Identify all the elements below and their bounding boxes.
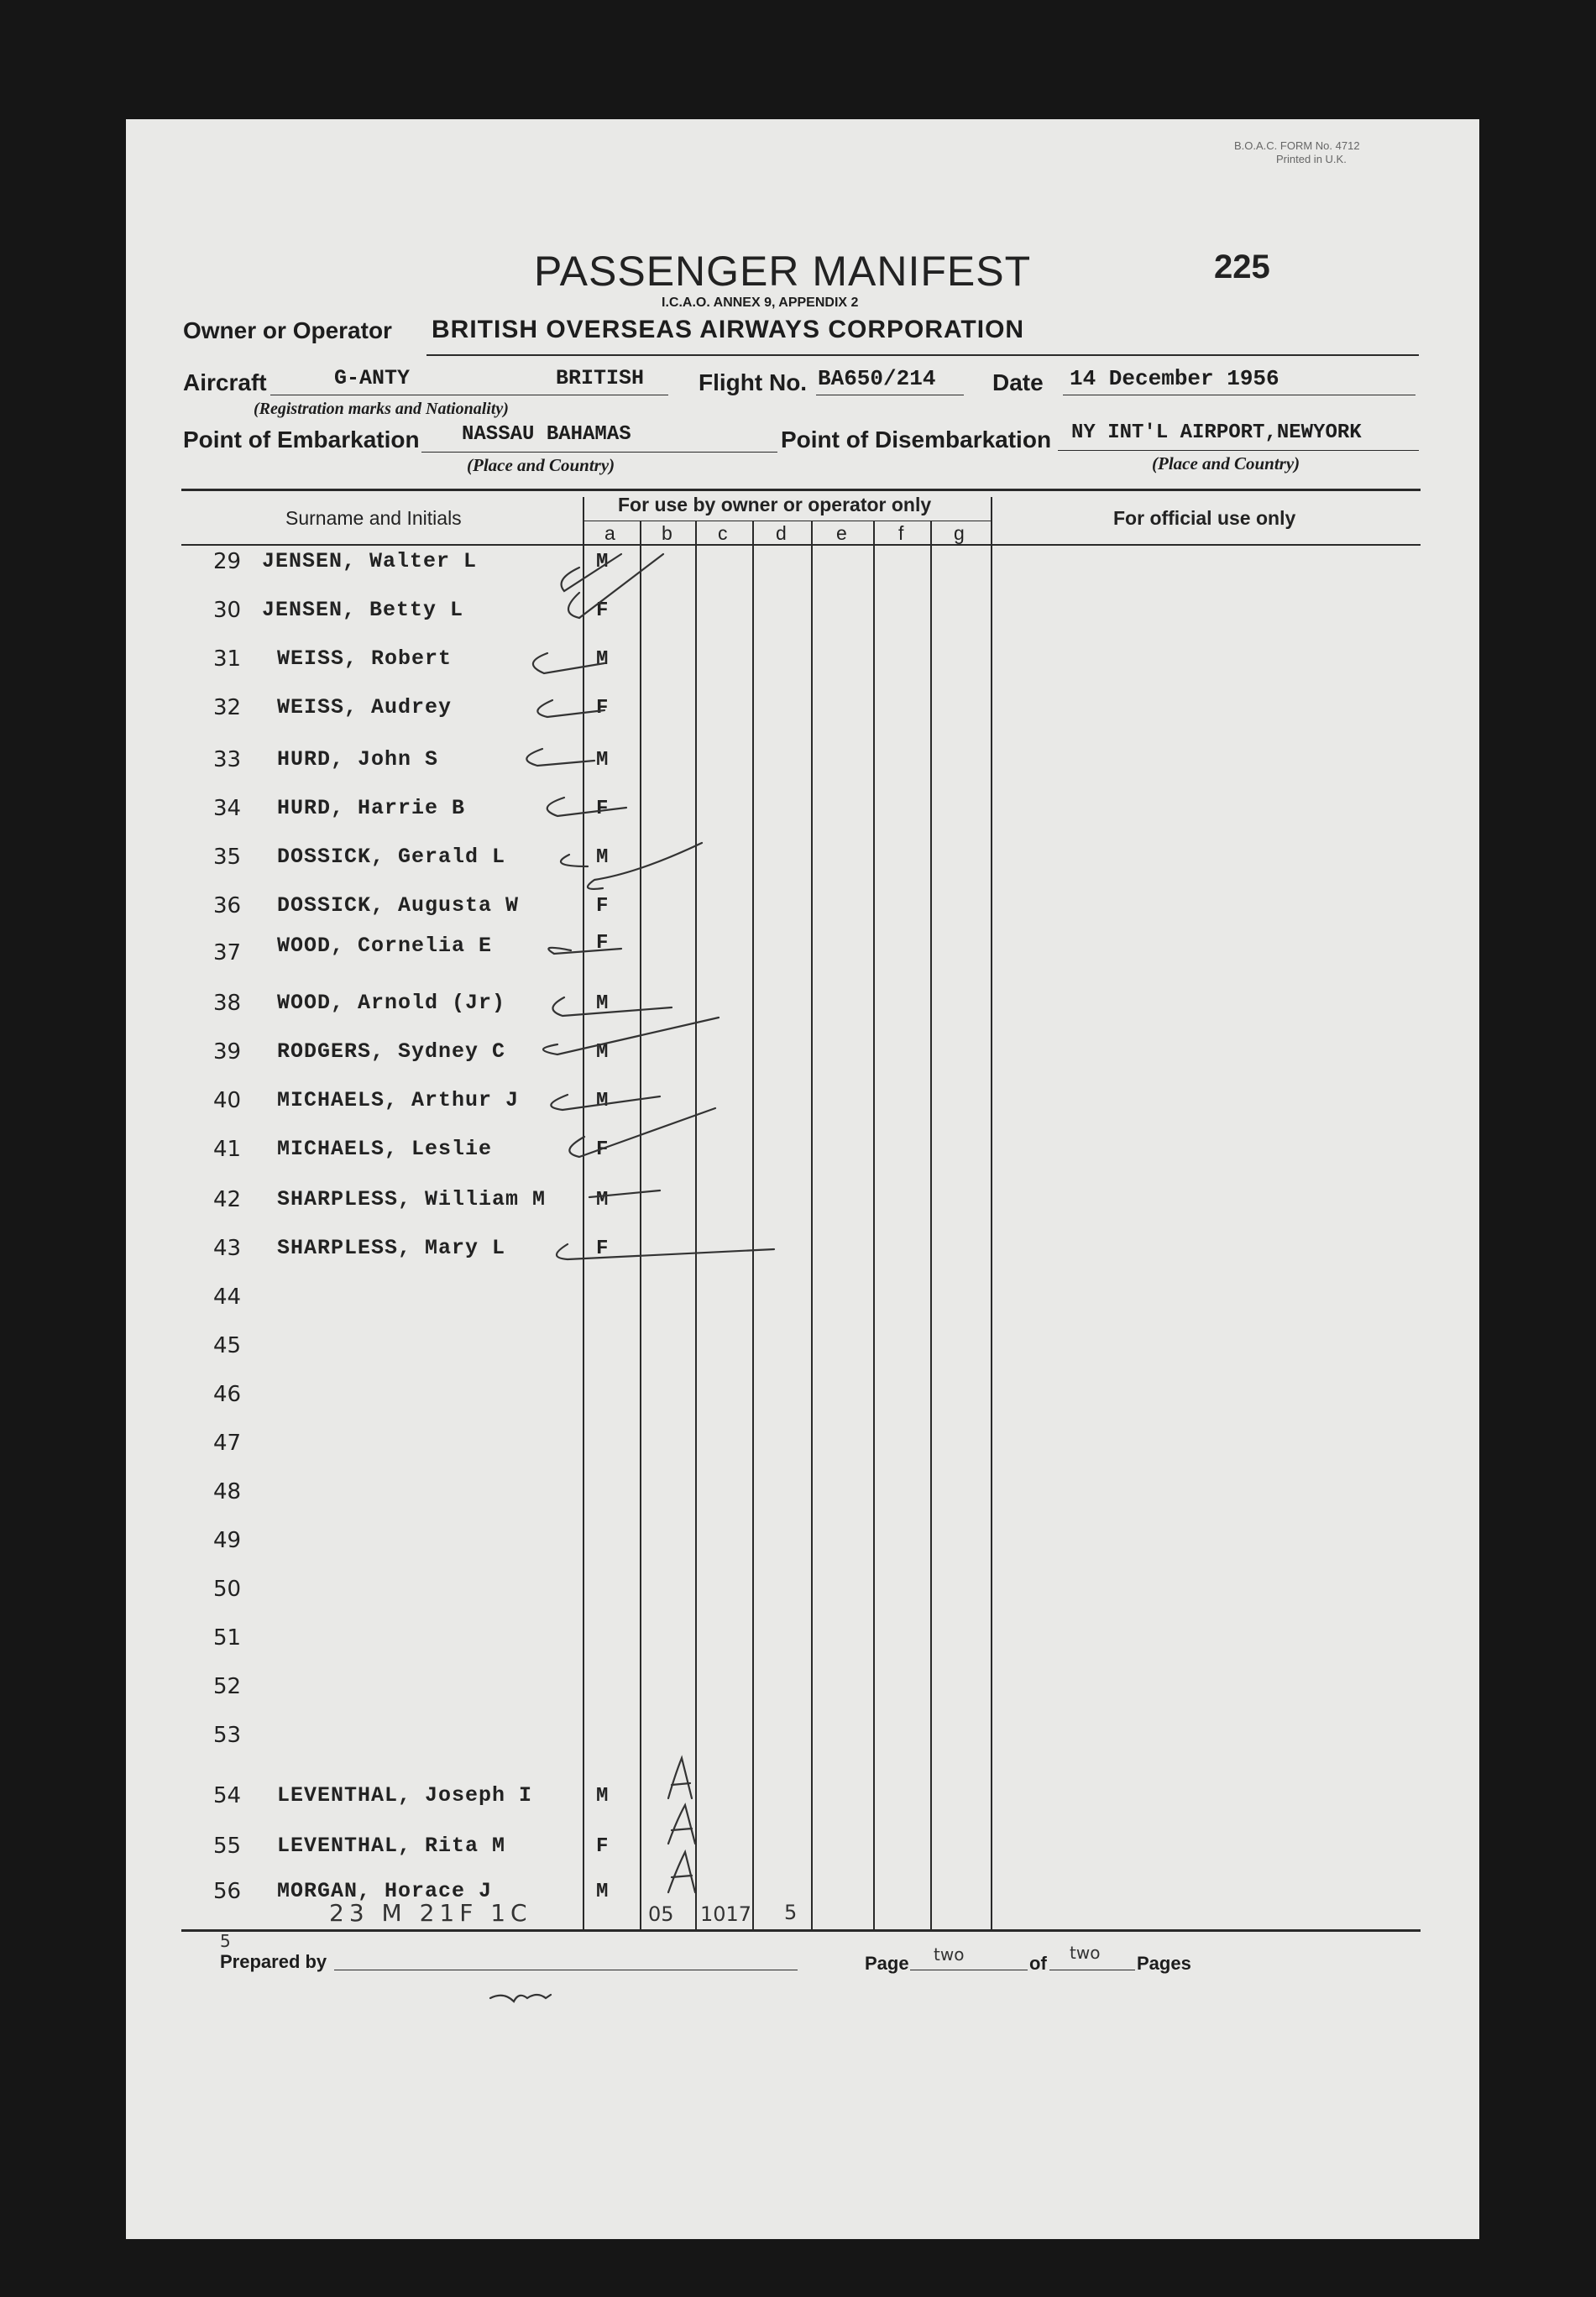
passenger-name: SHARPLESS, William M (277, 1187, 547, 1211)
owner-label: Owner or Operator (183, 317, 392, 343)
passenger-sex: F (596, 895, 609, 918)
row-number: 50 (213, 1577, 242, 1602)
passenger-name: LEVENTHAL, Joseph I (277, 1783, 533, 1808)
row-number: 41 (213, 1137, 242, 1162)
page-subtitle: I.C.A.O. ANNEX 9, APPENDIX 2 (662, 296, 859, 310)
passenger-name: DOSSICK, Augusta W (277, 893, 520, 918)
row-number: 40 (213, 1088, 242, 1113)
row-number: 44 (213, 1285, 242, 1310)
flight-label: Flight No. (699, 369, 808, 395)
passenger-name: WOOD, Cornelia E (277, 934, 493, 958)
passenger-name: HURD, John S (277, 747, 439, 772)
handwritten-tally-d: 5 (784, 1901, 798, 1924)
prepared-by-initials (490, 1946, 518, 1961)
row-number: 32 (213, 695, 242, 720)
passenger-name: JENSEN, Betty L (262, 598, 464, 622)
passenger-sex: F (596, 1237, 609, 1260)
row-number: 54 (213, 1783, 242, 1808)
passenger-name: WEISS, Audrey (277, 695, 453, 719)
passenger-sex: M (596, 749, 609, 772)
passenger-name: LEVENTHAL, Rita M (277, 1834, 506, 1858)
aircraft-registration: G-ANTY (334, 366, 411, 390)
page-current: two (934, 1944, 965, 1965)
passenger-sex: M (596, 1785, 609, 1808)
passenger-sex: M (596, 846, 609, 869)
row-number: 42 (213, 1187, 242, 1212)
passenger-name: HURD, Harrie B (277, 796, 466, 820)
passenger-name: RODGERS, Sydney C (277, 1039, 506, 1064)
row-number: 46 (213, 1382, 242, 1407)
stamped-page-number: 225 (1214, 249, 1270, 285)
row-number: 38 (213, 991, 242, 1016)
passenger-sex: M (596, 1189, 609, 1211)
passenger-name: WOOD, Arnold (Jr) (277, 991, 506, 1015)
printed-in-note: Printed in U.K. (1276, 153, 1347, 165)
embarkation-value: NASSAU BAHAMAS (462, 423, 631, 446)
row-number: 53 (213, 1723, 242, 1748)
surname-header: Surname and Initials (285, 507, 462, 529)
date-label: Date (992, 369, 1044, 395)
passenger-sex: M (596, 1090, 609, 1112)
page-total: two (1070, 1943, 1101, 1963)
passenger-sex: F (596, 932, 609, 955)
row-number: 31 (213, 646, 242, 672)
row-number: 30 (213, 598, 242, 623)
of-label: of (1029, 1953, 1047, 1974)
row-number: 55 (213, 1834, 242, 1859)
passenger-sex: M (596, 1881, 609, 1903)
handwritten-totals: 23 M 21F 1C (329, 1899, 532, 1927)
row-number: 52 (213, 1674, 242, 1699)
passenger-name: MORGAN, Horace J (277, 1879, 493, 1903)
flight-number: BA650/214 (818, 366, 936, 391)
aircraft-label: Aircraft (183, 369, 267, 395)
row-number: 48 (213, 1479, 242, 1504)
disembarkation-place-note: (Place and Country) (1152, 453, 1300, 474)
passenger-sex: M (596, 1041, 609, 1064)
passenger-name: DOSSICK, Gerald L (277, 845, 506, 869)
row-number: 49 (213, 1528, 242, 1553)
page-label: Page (865, 1953, 909, 1974)
page-title: PASSENGER MANIFEST (534, 248, 1032, 295)
passenger-sex: M (596, 648, 609, 671)
aircraft-nationality: BRITISH (556, 366, 645, 390)
column-header-c: c (718, 522, 728, 544)
column-header-a: a (604, 522, 615, 544)
passenger-sex: F (596, 1835, 609, 1858)
owner-use-header: For use by owner or operator only (618, 494, 932, 515)
passenger-sex: F (596, 1138, 609, 1161)
handwritten-tally-c: 1017 (700, 1902, 752, 1926)
column-header-d: d (776, 522, 787, 544)
row-number: 36 (213, 893, 242, 918)
row-number: 39 (213, 1039, 242, 1065)
column-header-b: b (662, 522, 672, 544)
embarkation-place-note: (Place and Country) (467, 455, 615, 475)
row-number: 47 (213, 1431, 242, 1456)
passenger-sex: M (596, 992, 609, 1015)
disembarkation-value: NY INT'L AIRPORT,NEWYORK (1071, 421, 1362, 444)
passenger-sex: F (596, 798, 609, 820)
passenger-sex: F (596, 599, 609, 622)
column-header-f: f (898, 522, 904, 544)
row-number: 35 (213, 845, 242, 870)
registration-note: (Registration marks and Nationality) (254, 400, 509, 418)
passenger-name: SHARPLESS, Mary L (277, 1236, 506, 1260)
disembarkation-label: Point of Disembarkation (781, 426, 1052, 453)
passenger-name: JENSEN, Walter L (262, 549, 478, 573)
row-number: 56 (213, 1879, 242, 1904)
row-number: 34 (213, 796, 242, 821)
column-header-g: g (954, 522, 965, 544)
passenger-name: WEISS, Robert (277, 646, 453, 671)
date-value: 14 December 1956 (1070, 366, 1279, 391)
passenger-name: MICHAELS, Leslie (277, 1137, 493, 1161)
handwritten-tally-b: 05 (648, 1902, 674, 1926)
passenger-sex: F (596, 697, 609, 719)
owner-value: BRITISH OVERSEAS AIRWAYS CORPORATION (432, 316, 1025, 343)
official-header: For official use only (1113, 507, 1296, 529)
row-number: 43 (213, 1236, 242, 1261)
row-number: 37 (213, 940, 242, 965)
column-header-e: e (836, 522, 847, 544)
pages-label: Pages (1137, 1953, 1191, 1974)
passenger-sex: M (596, 551, 609, 573)
handwritten-margin-note: 5 (220, 1931, 231, 1951)
row-number: 33 (213, 747, 242, 772)
row-number: 45 (213, 1333, 242, 1358)
passenger-name: MICHAELS, Arthur J (277, 1088, 520, 1112)
row-number: 29 (213, 549, 242, 574)
embarkation-label: Point of Embarkation (183, 426, 420, 453)
row-number: 51 (213, 1625, 242, 1651)
form-code: B.O.A.C. FORM No. 4712 (1234, 139, 1360, 152)
prepared-label: Prepared by (220, 1951, 327, 1972)
